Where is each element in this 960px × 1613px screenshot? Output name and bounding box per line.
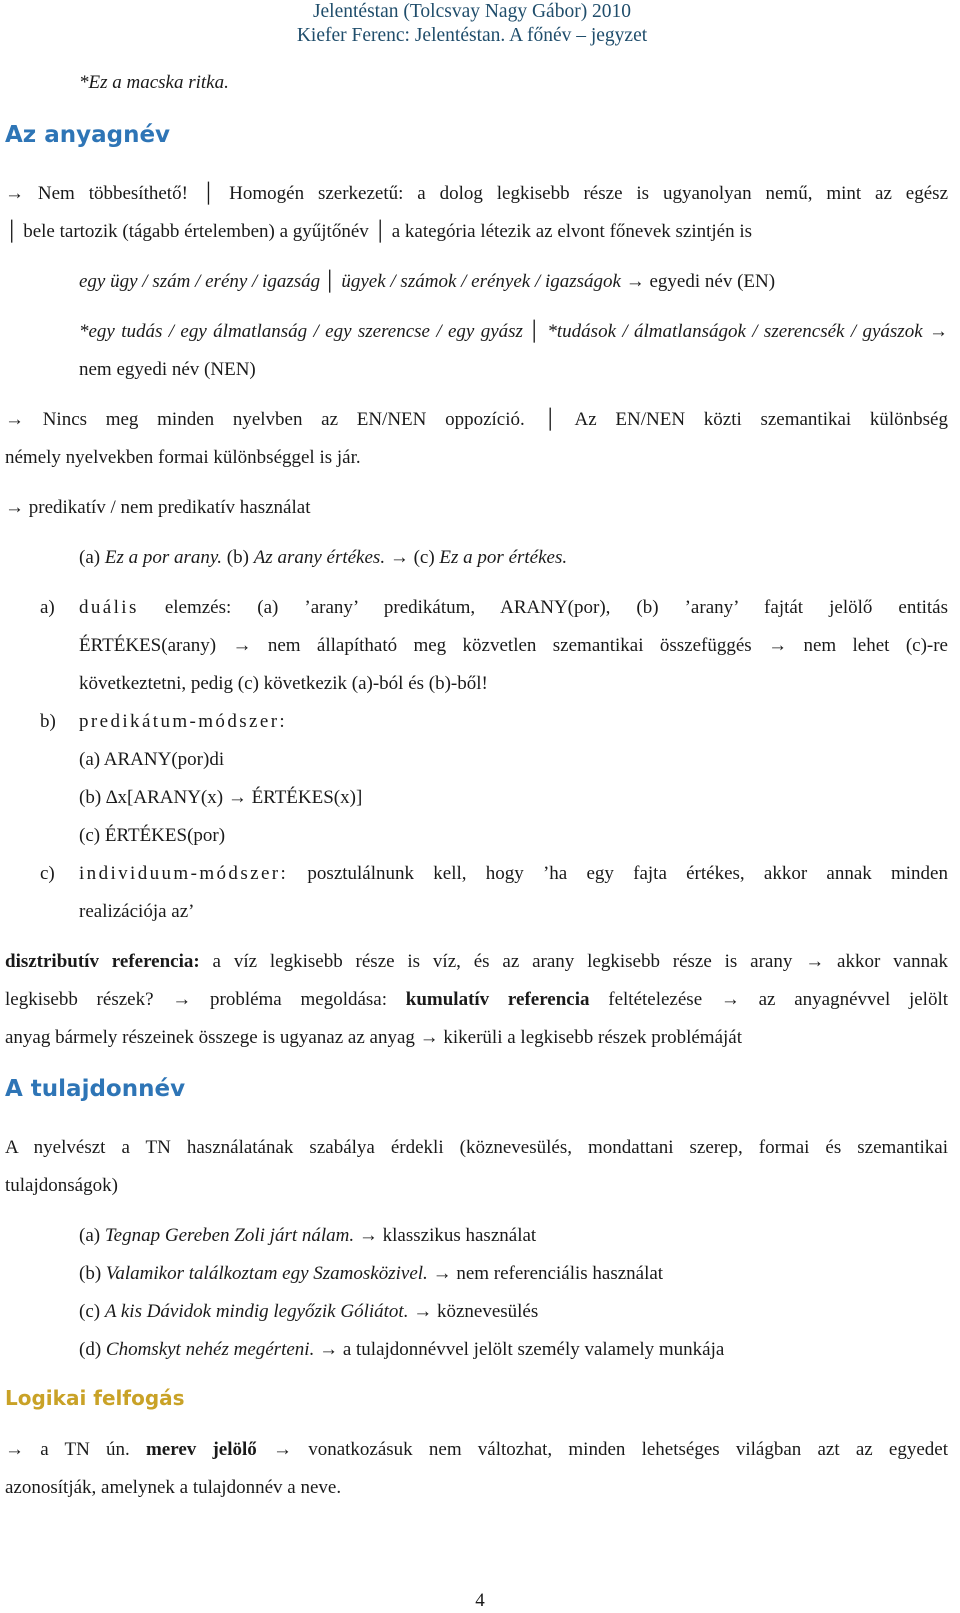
- paragraph-line: A nyelvészt a TN használatának szabálya érdekli (köznevesülés, mondattani szerep, formai és szemantikai: [5, 1137, 948, 1158]
- paragraph-text: → a TN ún.: [5, 1439, 146, 1460]
- example-tail: → köznevesülés: [408, 1301, 539, 1322]
- list-item-line: következtetni, pedig (c) következik (a)-ból és (b)-ből!: [79, 673, 488, 694]
- formula-line: (b) ∆x[ARANY(x) → ÉRTÉKES(x)]: [79, 787, 363, 808]
- example-line: [79, 1224, 948, 1248]
- list-item-text: elemzés: (a) ’arany’ predikátum, ARANY(por), (b) ’arany’ fajtát jelölő entitás: [138, 597, 948, 618]
- list-item-line: [79, 596, 948, 620]
- list-marker: a): [40, 597, 55, 618]
- paragraph-line: [5, 1438, 948, 1462]
- example-label: → (c): [385, 547, 440, 568]
- running-header: [262, 0, 682, 48]
- bold-term: merev jelölő: [145, 1439, 257, 1460]
- list-item-line: ÉRTÉKES(arany) → nem állapítható meg közvetlen szemantikai összefüggés → nem lehet (c)-re: [79, 635, 948, 656]
- paragraph-line: azonosítják, amelynek a tulajdonnév a neve.: [5, 1477, 342, 1498]
- formula-line: (a) ARANY(por)di: [79, 749, 225, 770]
- example-tail: → nem referenciális használat: [427, 1263, 664, 1284]
- list-item-line: realizációja az’: [79, 901, 195, 922]
- example-arrow: →: [922, 321, 949, 342]
- paragraph-line: → Nincs meg minden nyelvben az EN/NEN oppozíció. │ Az EN/NEN közti szemantikai különbség: [5, 409, 948, 430]
- bold-term: disztributív referencia:: [5, 951, 200, 972]
- paragraph-text: legkisebb részek? → probléma megoldása:: [5, 989, 406, 1010]
- example-line: [79, 320, 948, 344]
- example-label: (b): [79, 1263, 106, 1284]
- paragraph-line: │ bele tartozik (tágabb értelemben) a gyűjtőnév │ a kategória létezik az elvont főnevek szintjén is: [5, 221, 753, 242]
- paragraph-line: anyag bármely részeinek összege is ugyanaz az anyag → kikerüli a legkisebb részek problémáját: [5, 1027, 743, 1048]
- example-tail: → klasszikus használat: [354, 1225, 537, 1246]
- bold-term: kumulatív referencia: [405, 989, 590, 1010]
- paragraph-text: feltételezése → az anyagnévvel jelölt: [589, 989, 949, 1010]
- spaced-term: duális: [79, 597, 139, 618]
- example-line: nem egyedi név (NEN): [79, 359, 256, 380]
- example-italic: Ez a por értékes.: [439, 547, 568, 568]
- example-line: [79, 1338, 948, 1362]
- example-italic: Ez a por arany.: [104, 547, 223, 568]
- example-italic: A kis Dávidok mindig legyőzik Góliátot.: [104, 1301, 409, 1322]
- example-line: [79, 270, 948, 294]
- example-line: [79, 546, 948, 570]
- list-item-line: [79, 710, 948, 734]
- example-italic: Az arany értékes.: [253, 547, 386, 568]
- paragraph-line: → Nem többesíthető! │ Homogén szerkezetű: a dolog legkisebb része is ugyanolyan nemű, mint az egész: [5, 183, 948, 204]
- paragraph-line: [5, 950, 948, 974]
- top-example: *Ez a macska ritka.: [79, 72, 229, 93]
- example-italic: Valamikor találkoztam egy Szamosközivel.: [105, 1263, 428, 1284]
- paragraph-line: → predikatív / nem predikatív használat: [5, 497, 311, 518]
- example-line: [79, 1262, 948, 1286]
- paragraph-line: [5, 988, 948, 1012]
- example-label: (b): [222, 547, 254, 568]
- example-line: [79, 1300, 948, 1324]
- spaced-term: predikátum-módszer:: [79, 711, 288, 732]
- list-item-line: [79, 862, 948, 886]
- example-italic: Chomskyt nehéz megérteni.: [105, 1339, 315, 1360]
- section-heading-tulajdonnev: A tulajdonnév: [5, 1076, 186, 1102]
- example-italic: *egy tudás / egy álmatlanság / egy szerencse / egy gyász │ *tudások / álmatlanságok / szerencsék / gyászok: [79, 321, 923, 342]
- example-label: (d): [79, 1339, 106, 1360]
- paragraph-text: → vonatkozásuk nem változhat, minden lehetséges világban azt az egyedet: [256, 1439, 948, 1460]
- list-marker: b): [40, 711, 56, 732]
- section-heading-anyagnev: Az anyagnév: [5, 122, 171, 148]
- section-heading-logikai: Logikai felfogás: [5, 1386, 185, 1410]
- example-italic: Tegnap Gereben Zoli járt nálam.: [104, 1225, 355, 1246]
- example-tail: → a tulajdonnévvel jelölt személy valamely munkája: [314, 1339, 725, 1360]
- example-label: (a): [79, 547, 105, 568]
- example-label: (a): [79, 1225, 105, 1246]
- header-line-1: Jelentéstan (Tolcsvay Nagy Gábor) 2010: [312, 1, 632, 22]
- spaced-term: individuum-módszer:: [79, 863, 289, 884]
- page-number: 4: [475, 1590, 485, 1611]
- header-line-2: Kiefer Ferenc: Jelentéstan. A főnév – jegyzet: [296, 25, 648, 46]
- paragraph-line: némely nyelvekben formai különbséggel is jár.: [5, 447, 361, 468]
- paragraph-line: tulajdonságok): [5, 1175, 118, 1196]
- example-tail: → egyedi név (EN): [621, 271, 776, 292]
- formula-line: (c) ÉRTÉKES(por): [79, 825, 226, 846]
- list-marker: c): [40, 863, 55, 884]
- example-label: (c): [79, 1301, 105, 1322]
- list-item-text: posztulálnunk kell, hogy ’ha egy fajta értékes, akkor annak minden: [288, 863, 948, 884]
- example-italic: egy ügy / szám / erény / igazság │ ügyek / számok / erények / igazságok: [79, 271, 621, 292]
- paragraph-text: a víz legkisebb része is víz, és az arany legkisebb része is arany → akkor vannak: [199, 951, 948, 972]
